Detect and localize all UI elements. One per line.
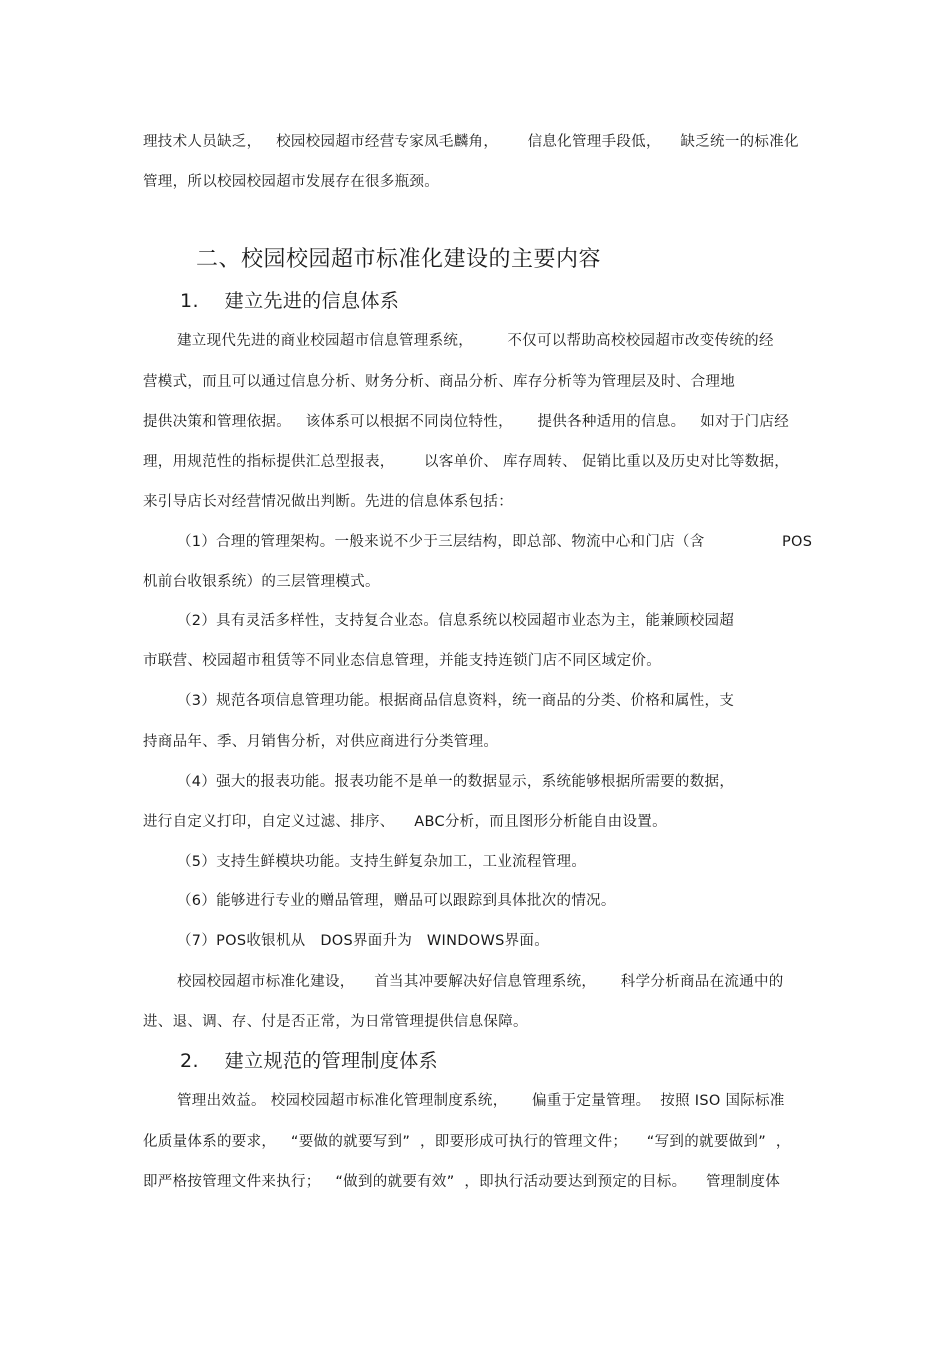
para-line: 化质量体系的要求， “要做的就要写到” ，即要形成可执行的管理文件； “写到的就要做到” ，	[143, 1134, 791, 1150]
list-item-1: （1）合理的管理架构。一般来说不少于三层结构，即总部、物流中心和门店（含	[177, 534, 705, 550]
para-line: 理技术人员缺乏， 校园校园超市经营专家凤毛麟角， 信息化管理手段低， 缺乏统一的标准化	[143, 134, 799, 150]
para-line: 机前台收银系统）的三层管理模式。	[143, 574, 380, 590]
list-item-4: （4）强大的报表功能。报表功能不是单一的数据显示，系统能够根据所需要的数据，	[177, 774, 735, 790]
para-line: 理，用规范性的指标提供汇总型报表， 以客单价、 库存周转、 促销比重以及历史对比等数据，	[143, 454, 790, 470]
list-item-7: （7）POS收银机从 DOS界面升为 WINDOWS界面。	[177, 933, 550, 949]
para-line: 建立现代先进的商业校园超市信息管理系统， 不仅可以帮助高校校园超市改变传统的经	[177, 333, 774, 349]
subsection-title-1: 1. 建立先进的信息体系	[180, 290, 400, 312]
para-line: 管理出效益。 校园校园超市标准化管理制度系统， 偏重于定量管理。 按照 ISO 国际标准	[177, 1093, 785, 1109]
list-item-2: （2）具有灵活多样性，支持复合业态。信息系统以校园超市业态为主，能兼顾校园超	[177, 613, 735, 629]
section-title: 二、校园校园超市标准化建设的主要内容	[196, 247, 602, 272]
list-item-1-end: POS	[782, 534, 813, 550]
para-line: 营模式，而且可以通过信息分析、财务分析、商品分析、库存分析等为管理层及时、合理地	[143, 374, 735, 390]
para-line: 进行自定义打印，自定义过滤、排序、 ABC分析，而且图形分析能自由设置。	[143, 814, 667, 830]
para-line: 提供决策和管理依据。 该体系可以根据不同岗位特性， 提供各种适用的信息。 如对于门店经	[143, 414, 789, 430]
para-line: 管理，所以校园校园超市发展存在很多瓶颈。	[143, 174, 439, 190]
list-item-5: （5）支持生鲜模块功能。支持生鲜复杂加工，工业流程管理。	[177, 854, 587, 870]
para-line: 即严格按管理文件来执行； “做到的就要有效” ，即执行活动要达到预定的目标。 管理制度体	[143, 1174, 781, 1190]
para-line: 市联营、校园超市租赁等不同业态信息管理，并能支持连锁门店不同区域定价。	[143, 653, 661, 669]
subsection-title-2: 2. 建立规范的管理制度体系	[180, 1050, 439, 1072]
list-item-6: （6）能够进行专业的赠品管理，赠品可以跟踪到具体批次的情况。	[177, 893, 616, 909]
para-line: 来引导店长对经营情况做出判断。先进的信息体系包括：	[143, 494, 513, 510]
para-line: 持商品年、季、月销售分析，对供应商进行分类管理。	[143, 734, 499, 750]
para-line: 校园校园超市标准化建设， 首当其冲要解决好信息管理系统， 科学分析商品在流通中的	[177, 974, 784, 990]
para-line: 进、退、调、存、付是否正常，为日常管理提供信息保障。	[143, 1014, 528, 1030]
list-item-3: （3）规范各项信息管理功能。根据商品信息资料，统一商品的分类、价格和属性，支	[177, 693, 735, 709]
